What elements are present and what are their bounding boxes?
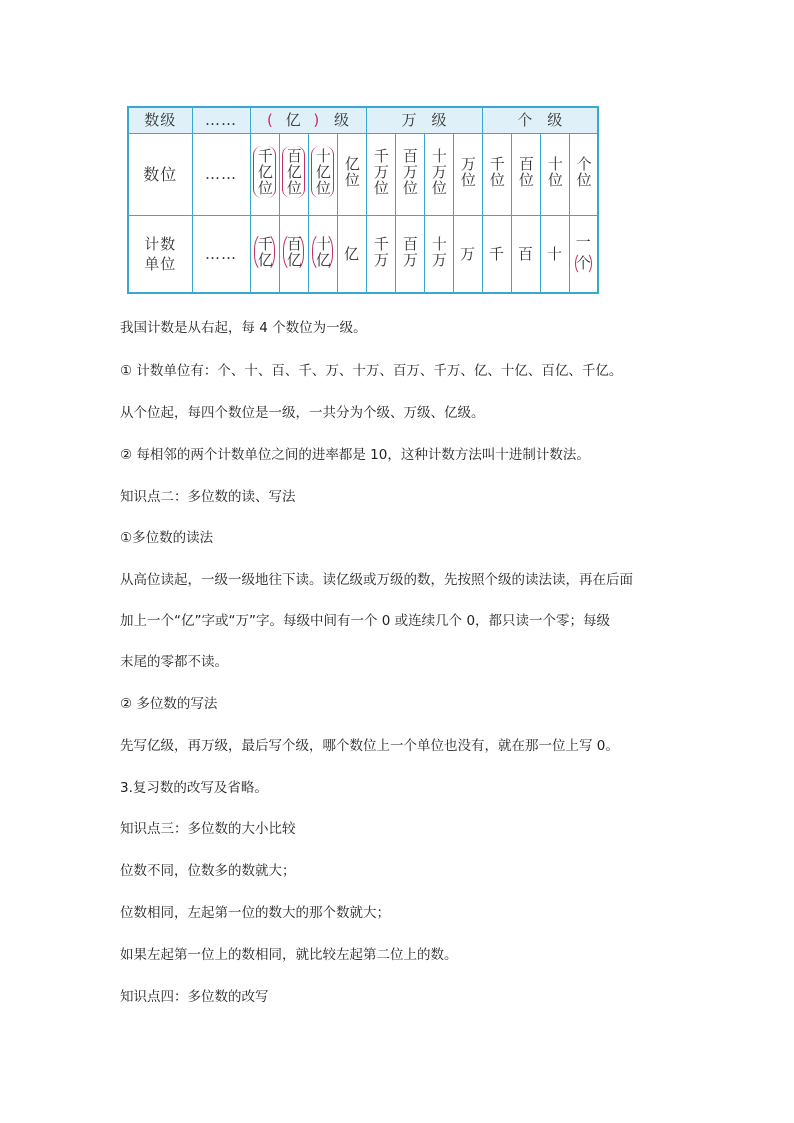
digit-cell [337, 134, 366, 216]
paragraph: 先写亿级，再万级，最后写个级，哪个数位上一个单位也没有，就在那一位上写 0。 [120, 738, 619, 754]
unit-cell-text: 千 [489, 244, 505, 263]
unit-cell [540, 216, 569, 293]
section-heading: 知识点四：多位数的改写 [120, 989, 269, 1005]
section-heading: 知识点二：多位数的读、写法 [120, 489, 296, 505]
digit-cell-text: 千万位 [371, 148, 390, 197]
unit-cell [424, 216, 453, 293]
paragraph: 加上一个“亿”字或“万”字。每级中间有一个 0 或连续几个 0，都只读一个零；每级 [120, 613, 611, 629]
unit-cell-text: 百 [518, 244, 534, 263]
paragraph: 3.复习数的改写及省略。 [120, 780, 268, 796]
unit-cell-text: 一 [575, 233, 591, 252]
digit-cell [453, 134, 482, 216]
unit-cell-text: 千万 [371, 235, 390, 268]
digit-cell [279, 134, 308, 216]
digit-cell [540, 134, 569, 216]
table-unit-row [128, 216, 598, 293]
digit-cell-text: 亿位 [342, 156, 361, 189]
digit-cell-text: 百万位 [400, 148, 419, 197]
yi-level-suffix: 级 [334, 111, 350, 130]
table-header-row [128, 107, 598, 134]
digit-cell [424, 134, 453, 216]
paren-open: ( [266, 111, 273, 130]
digit-cell [366, 134, 395, 216]
unit-cell-text: 亿 [344, 244, 360, 263]
digit-cell [395, 134, 424, 216]
unit-cell-text: 百亿 [283, 232, 304, 272]
subheading: ② 多位数的写法 [120, 696, 218, 712]
digit-cell [511, 134, 540, 216]
unit-cell-text: 千亿 [254, 232, 275, 272]
paragraph: 末尾的零都不读。 [120, 654, 228, 670]
section-heading: 知识点三：多位数的大小比较 [120, 821, 296, 837]
digit-cell-text: 千亿位 [253, 146, 276, 198]
unit-cell [308, 216, 337, 293]
unit-cell-text: 万 [460, 244, 476, 263]
paragraph: 位数不同，位数多的数就大； [120, 863, 296, 879]
wan-level-header: 万 级 [366, 107, 482, 134]
unit-cell [569, 216, 598, 293]
digit-cell-text: 十亿位 [311, 146, 334, 198]
ge-level-header: 个 级 [482, 107, 598, 134]
paragraph: 从高位读起，一级一级地往下读。读亿级或万级的数，先按照个级的读法读，再在后面 [120, 572, 633, 588]
unit-cell [453, 216, 482, 293]
paragraph: ② 每相邻的两个计数单位之间的进率都是 10，这种计数方法叫十进制计数法。 [120, 447, 590, 463]
ellipsis-cell: …… [192, 107, 250, 134]
unit-cell-text: 十亿 [312, 232, 333, 272]
unit-cell [337, 216, 366, 293]
digit-cell-text: 百位 [516, 156, 535, 189]
digit-label: 数位 [128, 134, 192, 216]
digit-cell-text: 百亿位 [282, 146, 305, 198]
ellipsis-cell: …… [192, 134, 250, 216]
paragraph: 从个位起，每四个数位是一级，一共分为个级、万级、亿级。 [120, 405, 485, 421]
digit-cell-text: 千位 [487, 156, 506, 189]
digit-cell [482, 134, 511, 216]
unit-label-text: 计数单位 [144, 234, 177, 274]
unit-cell [511, 216, 540, 293]
digit-cell-text: 十万位 [429, 148, 448, 197]
unit-cell-text-answer: 个 [575, 252, 592, 275]
digit-cell [308, 134, 337, 216]
paragraph: 我国计数是从右起，每 4 个数位为一级。 [120, 320, 367, 336]
digit-cell [250, 134, 279, 216]
digit-cell [569, 134, 598, 216]
unit-cell [366, 216, 395, 293]
digit-cell-text: 万位 [458, 156, 477, 189]
unit-cell-text: 十 [547, 244, 563, 263]
yi-level-fill: 亿 [285, 111, 301, 130]
unit-cell-text: 十万 [429, 235, 448, 268]
paragraph: 如果左起第一位上的数相同，就比较左起第二位上的数。 [120, 947, 458, 963]
subheading: ①多位数的读法 [120, 530, 214, 546]
digit-cell-text: 十位 [545, 156, 564, 189]
unit-label [128, 216, 192, 293]
paren-close: ) [313, 111, 320, 130]
table-digit-row [128, 134, 598, 216]
unit-cell [279, 216, 308, 293]
unit-cell [250, 216, 279, 293]
unit-cell-text: 百万 [400, 235, 419, 268]
paragraph: 位数相同，左起第一位的数大的那个数就大； [120, 905, 390, 921]
unit-cell [482, 216, 511, 293]
unit-cell [395, 216, 424, 293]
ellipsis-cell: …… [192, 216, 250, 293]
paragraph: ① 计数单位有：个、十、百、千、万、十万、百万、千万、亿、十亿、百亿、千亿。 [120, 363, 623, 379]
digit-cell-text: 个位 [574, 156, 593, 189]
yi-level-header [250, 107, 366, 134]
level-label: 数级 [128, 107, 192, 134]
place-value-table [127, 106, 599, 294]
